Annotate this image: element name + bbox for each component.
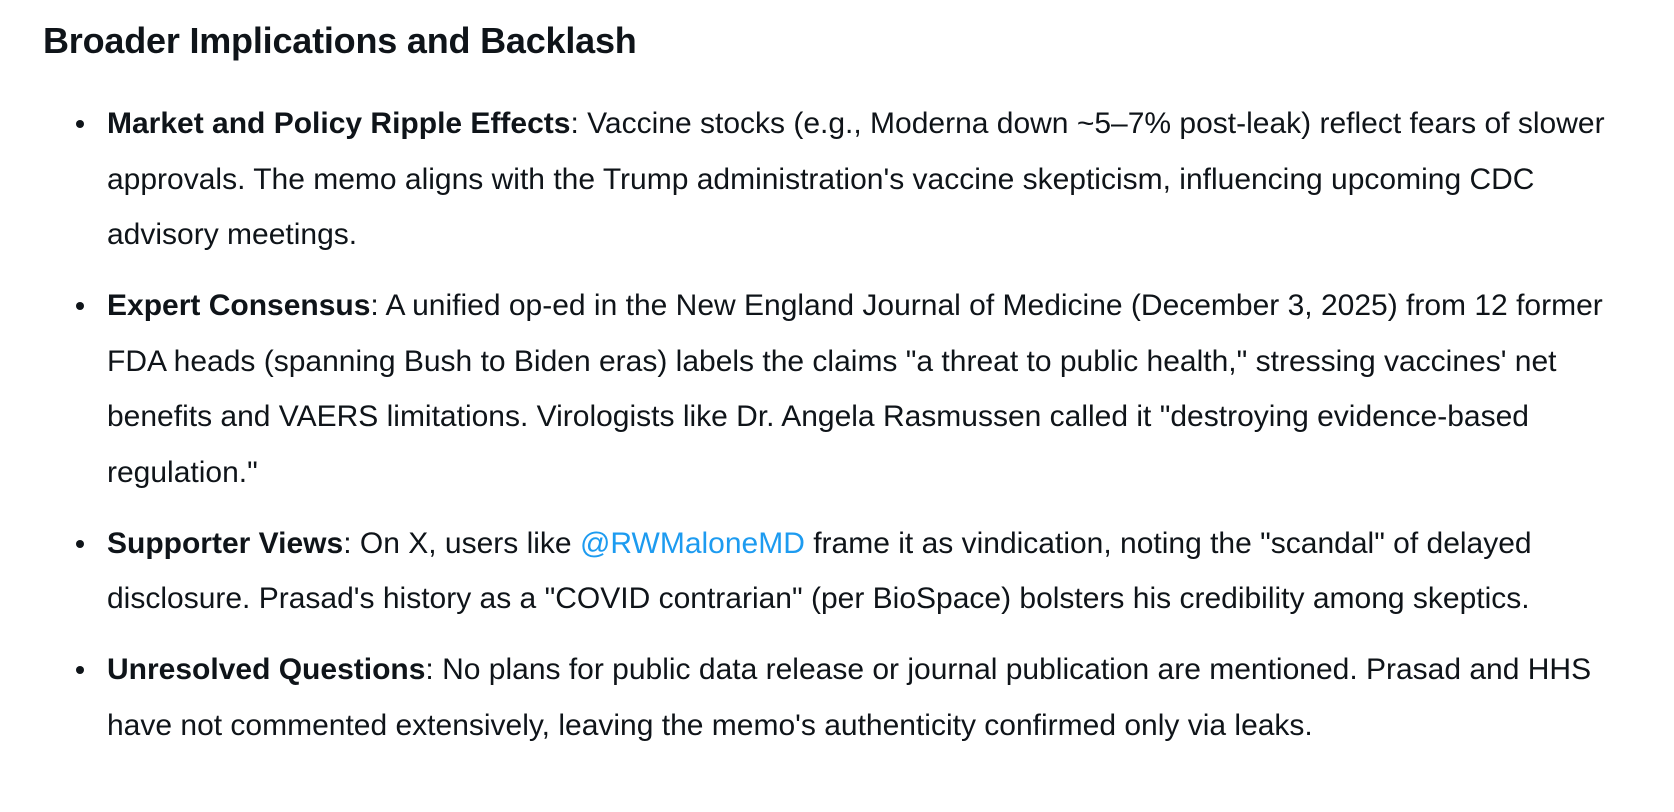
bullet-separator: :: [370, 289, 386, 322]
list-item-unresolved-questions: [107, 642, 1634, 753]
bullet-text: A unified op-ed in the New England Journal of Medicine (December 3, 2025) from 12 former FDA heads (spanning Bush to Biden eras) labels the claims "a threat to public health," stressing vaccines' net benefits and VAERS limitations. Virologists like Dr. Angela Rasmussen called it "destroying evidence-based regulation.": [107, 289, 1603, 489]
bullet-separator: :: [570, 107, 588, 140]
bullet-separator: :: [425, 653, 443, 686]
list-item-supporter-views: [107, 516, 1634, 627]
bullet-text: Vaccine stocks (e.g., Moderna down ~5–7% post-leak) reflect fears of slower approvals. The memo aligns with the Trump administration's vaccine skepticism, influencing upcoming CDC advisory meetings.: [107, 107, 1605, 251]
bullet-separator: :: [343, 526, 360, 560]
list-item-market-policy: [107, 96, 1634, 263]
section-heading: Broader Implications and Backlash: [43, 20, 637, 61]
bullet-title: Unresolved Questions: [107, 653, 426, 686]
bullet-text: No plans for public data release or journal publication are mentioned. Prasad and HHS have not commented extensively, leaving the memo's authenticity confirmed only via leaks.: [107, 653, 1592, 742]
bullet-title: Expert Consensus: [107, 289, 371, 322]
bullet-title: Market and Policy Ripple Effects: [107, 107, 571, 140]
bullet-text-after: frame it as vindication, noting the "scandal" of delayed disclosure. Prasad's history as a "COVID contrarian" (per BioSpace) bolsters his credibility among skeptics.: [107, 526, 1532, 615]
bullet-list: [43, 96, 1634, 753]
bullet-text-before: On X, users like: [359, 526, 580, 560]
user-mention-link[interactable]: @RWMaloneMD: [579, 526, 805, 560]
list-item-expert-consensus: [107, 278, 1634, 500]
bullet-title: Supporter Views: [107, 526, 344, 560]
